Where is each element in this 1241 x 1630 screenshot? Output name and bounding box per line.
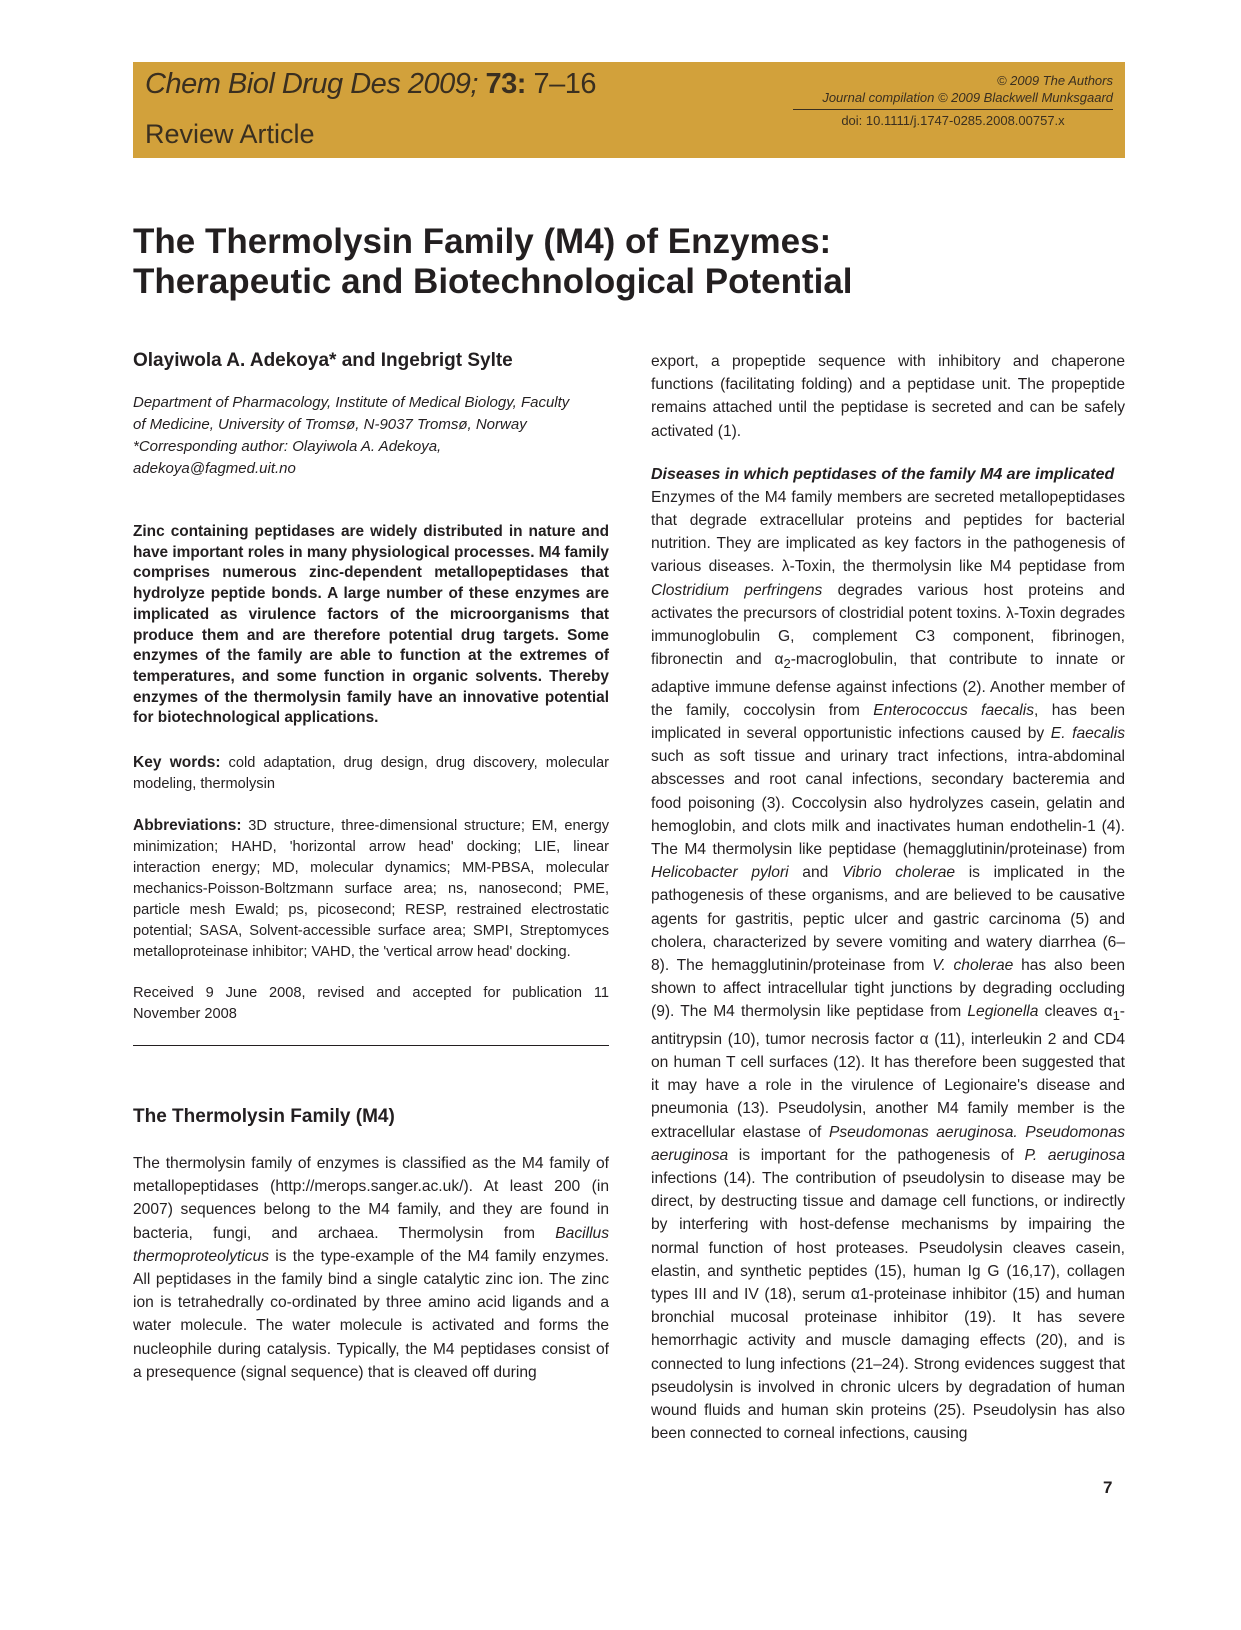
copyright-rule xyxy=(793,109,1113,110)
journal-volume: 73: xyxy=(485,68,526,100)
corresponding-author: *Corresponding author: Olayiwola A. Adekoya, xyxy=(133,438,442,455)
affiliation xyxy=(133,392,609,480)
paragraph-text: , has been implicated in several opportunistic infections caused by xyxy=(651,701,1125,742)
paragraph-text: and xyxy=(788,864,842,882)
organism-name: Pseudomonas aeruginosa. Pseudomonas aeruginosa xyxy=(651,1123,1125,1164)
right-column xyxy=(651,350,1125,1445)
title-line-1: The Thermolysin Family (M4) of Enzymes: xyxy=(133,222,832,261)
diseases-paragraph xyxy=(651,486,1125,1446)
subscript: 1 xyxy=(1112,1008,1120,1024)
abbreviations-label: Abbreviations: xyxy=(133,817,242,835)
organism-name: Helicobacter pylori xyxy=(651,864,789,882)
organism-name: Vibrio cholerae xyxy=(841,864,956,882)
paragraph-text: is the type-example of the M4 family enzymes. All peptidases in the family bind a single catalytic zinc ion. The zinc ion is tetrahedrally co-ordinated by three amino acid ligands and a water molecule. The water molecule is activated and forms the nucleophile during catalysis. Typically, the M4 peptidases consist of a presequence (signal sequence) that is cleaved off during xyxy=(133,1247,609,1381)
keywords-text: cold adaptation, drug design, drug discovery, molecular modeling, thermolysin xyxy=(133,755,609,793)
copyright-block xyxy=(793,72,1113,129)
paragraph-text: The thermolysin family of enzymes is classified as the M4 family of metallopeptidases (http://merops.sanger.ac.uk/). At least 200 (in 2007) sequences belong to the M4 family, and they are found in bacteria, fungi, and archaea. Thermolysin from xyxy=(133,1155,609,1242)
organism-name: Enterococcus faecalis xyxy=(873,701,1035,719)
paragraph-text: -antitrypsin (10), tumor necrosis factor α (11), interleukin 2 and CD4 on human T cell surfaces (12). It has therefore been suggested that it may have a role in the virulence of Legionaire's disease and pneumonia (13). Pseudolysin, another M4 family member is the extracellular elastase of xyxy=(651,1003,1125,1141)
author-list: Olayiwola A. Adekoya* and Ingebrigt Sylte xyxy=(133,350,513,371)
abbreviations xyxy=(133,815,609,963)
author-email: adekoya@fagmed.uit.no xyxy=(133,460,296,477)
subscript: 2 xyxy=(783,656,791,672)
doi-line: doi: 10.1111/j.1747-0285.2008.00757.x xyxy=(841,113,1065,128)
copyright-line: © 2009 The Authors xyxy=(996,73,1113,88)
paragraph-text: is important for the pathogenesis of xyxy=(728,1146,1025,1164)
section-heading-diseases: Diseases in which peptidases of the family M4 are implicated xyxy=(651,465,1115,483)
organism-name: Legionella xyxy=(967,1003,1039,1021)
journal-pages: 7–16 xyxy=(525,68,597,100)
compilation-line: Journal compilation © 2009 Blackwell Munksgaard xyxy=(822,90,1113,105)
left-column xyxy=(133,350,609,1384)
abstract: Zinc containing peptidases are widely distributed in nature and have important roles in many physiological processes. M4 family comprises numerous zinc-dependent metallopeptidases that hydrolyze peptide bonds. A large number of these enzymes are implicated as virulence factors of the microorganisms that produce them and are therefore potential drug targets. Some enzymes of the family are able to function at the extremes of temperatures, and some function in organic solvents. Thereby enzymes of the thermolysin family have an innovative potential for biotechnological applications. xyxy=(133,523,609,727)
organism-name: P. aeruginosa xyxy=(1024,1146,1125,1164)
affiliation-line-2: of Medicine, University of Tromsø, N-9037 Tromsø, Norway xyxy=(133,416,527,433)
paragraph-text: Enzymes of the M4 family members are secreted metallopeptidases that degrade extracellular proteins and peptides for bacterial nutrition. They are implicated as key factors in the pathogenesis of various diseases. λ-Toxin, the thermolysin like M4 peptidase from xyxy=(651,488,1125,576)
paragraph-text: infections (14). The contribution of pseudolysin to disease may be direct, by destructing tissue and damage cell functions, or indirectly by interfering with host-defense mechanisms by impairing the normal function of host proteases. Pseudolysin cleaves casein, elastin, and synthetic peptides (15), human Ig G (16,17), collagen types III and IV (18), serum α1-proteinase inhibitor (15) and human bronchial mucosal proteinase inhibitor (19). It has severe hemorrhagic activity and muscle damaging effects (20), and is connected to lung infections (21–24). Strong evidences suggest that pseudolysin is involved in chronic ulcers by degradation of human wound fluids and human skin proteins (25). Pseudolysin has also been connected to corneal infections, causing xyxy=(651,1169,1125,1443)
article-type: Review Article xyxy=(145,119,315,149)
journal-header-banner xyxy=(133,62,1125,158)
organism-name: E. faecalis xyxy=(1050,724,1125,742)
organism-name: Bacillus thermoproteolyticus xyxy=(133,1224,609,1265)
paragraph-text: has also been shown to affect intracellular tight junctions by degrading occluding (9). The M4 thermolysin like peptidase from xyxy=(651,956,1125,1021)
section-divider xyxy=(133,1045,609,1046)
organism-name: V. cholerae xyxy=(932,956,1014,974)
keywords-label: Key words: xyxy=(133,754,221,772)
organism-name: Clostridium perfringens xyxy=(651,581,823,599)
journal-citation xyxy=(145,68,596,101)
paragraph-text: cleaves α xyxy=(1038,1003,1113,1021)
affiliation-line-1: Department of Pharmacology, Institute of Medical Biology, Faculty xyxy=(133,394,570,411)
journal-name: Chem Biol Drug Des 2009; xyxy=(145,68,478,100)
paragraph-text: is implicated in the pathogenesis of these organisms, and are believed to be causative agents for gastritis, peptic ulcer and gastric carcinoma (5) and cholera, characterized by severe vomiting and watery diarrhea (6–8). The hemagglutinin/proteinase from xyxy=(651,864,1125,974)
section-heading-thermolysin-family: The Thermolysin Family (M4) xyxy=(133,1106,395,1128)
continued-paragraph: export, a propeptide sequence with inhibitory and chaperone functions (facilitating folding) and a peptidase unit. The propeptide remains attached until the peptidase is secreted and can be safely activated (1). xyxy=(651,353,1125,440)
paragraph-text: -macroglobulin, that contribute to innate or adaptive immune defense against infections (2). Another member of the family, coccolysin from xyxy=(651,651,1125,719)
paragraph-text: degrades various host proteins and activates the precursors of clostridial potent toxins. λ-Toxin degrades immunoglobulin G, complement C3 component, fibrinogen, fibronectin and α xyxy=(651,581,1125,669)
title-line-2: Therapeutic and Biotechnological Potential xyxy=(133,262,853,301)
keywords xyxy=(133,752,609,795)
article-title xyxy=(133,222,1123,302)
abbreviations-text: 3D structure, three-dimensional structure; EM, energy minimization; HAHD, 'horizontal arrow head' docking; LIE, linear interaction energy; MD, molecular dynamics; MM-PBSA, molecular mechanics-Poisson-Boltzmann surface area; ns, nanosecond; PME, particle mesh Ewald; ps, picosecond; RESP, restrained electrostatic potential; SASA, Solvent-accessible surface area; SMPI, Streptomyces metalloproteinase inhibitor; VAHD, the 'vertical arrow head' docking. xyxy=(133,818,609,961)
section-thermolysin-paragraph xyxy=(133,1152,609,1384)
received-dates: Received 9 June 2008, revised and accepted for publication 11 November 2008 xyxy=(133,985,609,1023)
paragraph-text: such as soft tissue and urinary tract infections, intra-abdominal abscesses and root canal infections, secondary bacteremia and food poisoning (3). Coccolysin also hydrolyzes casein, gelatin and hemoglobin, and clots milk and inactivates human endothelin-1 (4). The M4 thermolysin like peptidase (hemagglutinin/proteinase) from xyxy=(651,748,1125,858)
page-number: 7 xyxy=(1103,1478,1113,1497)
